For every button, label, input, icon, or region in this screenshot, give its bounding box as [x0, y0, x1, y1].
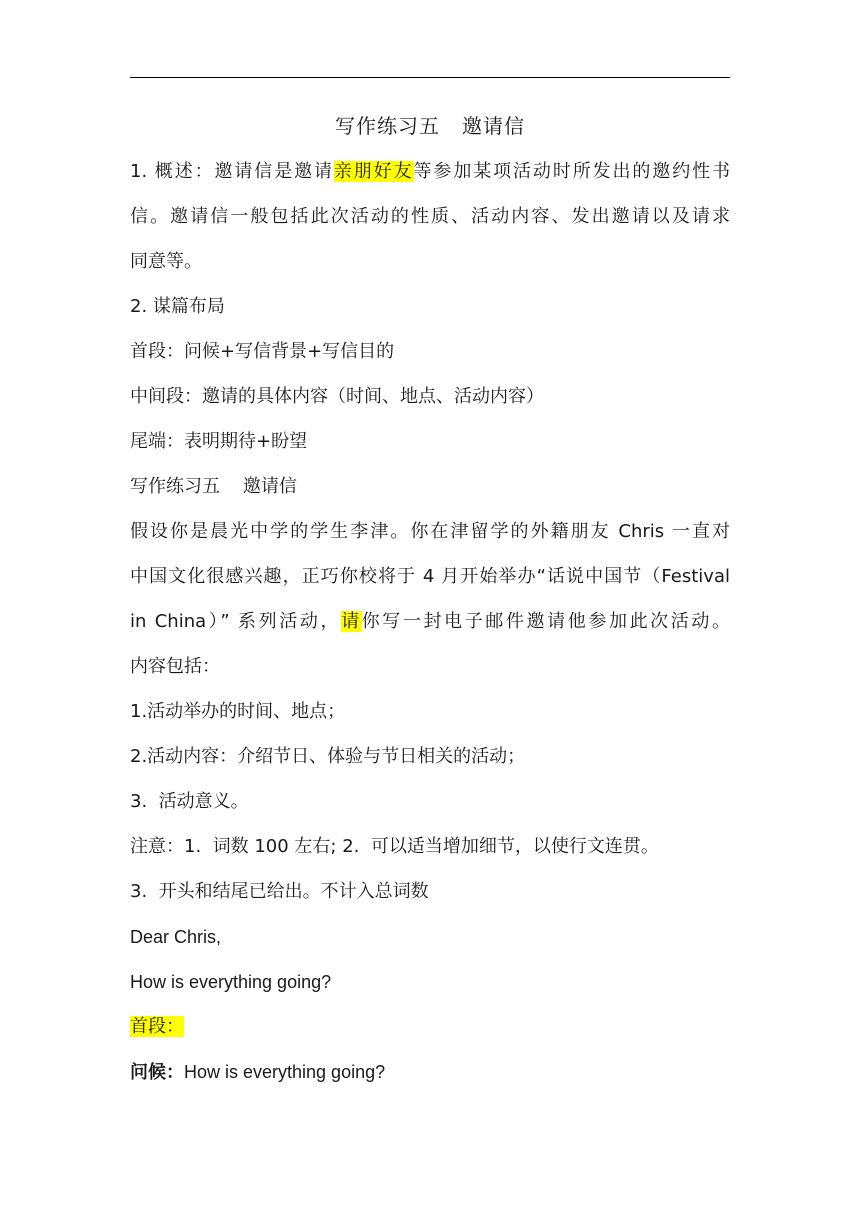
prompt-line-3	[130, 605, 730, 650]
letter-greeting: How is everything going?	[130, 972, 332, 992]
overview-label: 1. 概述：	[130, 161, 215, 182]
requirement-item-1: 1.活动举办的时间、地点；	[130, 701, 346, 722]
greeting-example	[130, 1055, 730, 1100]
page-title	[130, 110, 730, 142]
prompt-highlight: 请	[341, 611, 362, 632]
middle-paragraph-note: 中间段：邀请的具体内容（时间、地点、活动内容）	[130, 386, 544, 407]
overview-text-before: 邀请信是邀请	[214, 161, 334, 182]
greeting-label: 问候：	[130, 1062, 184, 1083]
layout-heading: 2. 谋篇布局	[130, 296, 225, 317]
document-body	[130, 155, 730, 1100]
overview-line-3: 同意等。	[130, 251, 202, 272]
overview-text-after: 等参加某项活动时所发出的邀约性书	[413, 161, 730, 182]
greeting-example-text: How is everything going?	[184, 1062, 386, 1082]
opening-paragraph-note: 首段：问候+写信背景+写信目的	[130, 341, 395, 362]
overview-line-2: 信。邀请信一般包括此次活动的性质、活动内容、发出邀请以及请求	[130, 206, 730, 227]
prompt-line-2: 中国文化很感兴趣，正巧你校将于 4 月开始举办“话说中国节（Festival	[130, 566, 730, 587]
overview-line-1	[130, 155, 730, 200]
first-paragraph-label	[130, 1010, 730, 1055]
ending-paragraph-note: 尾端：表明期待+盼望	[130, 431, 308, 452]
header-rule	[130, 77, 730, 78]
first-paragraph-highlight: 首段：	[130, 1016, 184, 1037]
note-line-2: 3. 开头和结尾已给出。不计入总词数	[130, 881, 429, 902]
prompt-line-3-after: 你写一封电子邮件邀请他参加此次活动。	[361, 611, 730, 632]
task-title: 写作练习五 邀请信	[130, 476, 297, 497]
note-line: 注意：1. 词数 100 左右; 2. 可以适当增加细节，以使行文连贯。	[130, 836, 659, 857]
requirement-item-2: 2.活动内容：介绍节日、体验与节日相关的活动；	[130, 746, 526, 767]
prompt-line-1: 假设你是晨光中学的学生李津。你在津留学的外籍朋友 Chris 一直对	[130, 521, 730, 542]
title-main: 写作练习五	[335, 114, 440, 138]
prompt-line-3-before: in China）” 系列活动，	[130, 611, 342, 632]
letter-salutation: Dear Chris,	[130, 927, 222, 947]
contents-label: 内容包括：	[130, 656, 220, 677]
title-sub: 邀请信	[462, 114, 525, 138]
requirement-item-3: 3. 活动意义。	[130, 791, 249, 812]
overview-highlight: 亲朋好友	[333, 161, 414, 182]
